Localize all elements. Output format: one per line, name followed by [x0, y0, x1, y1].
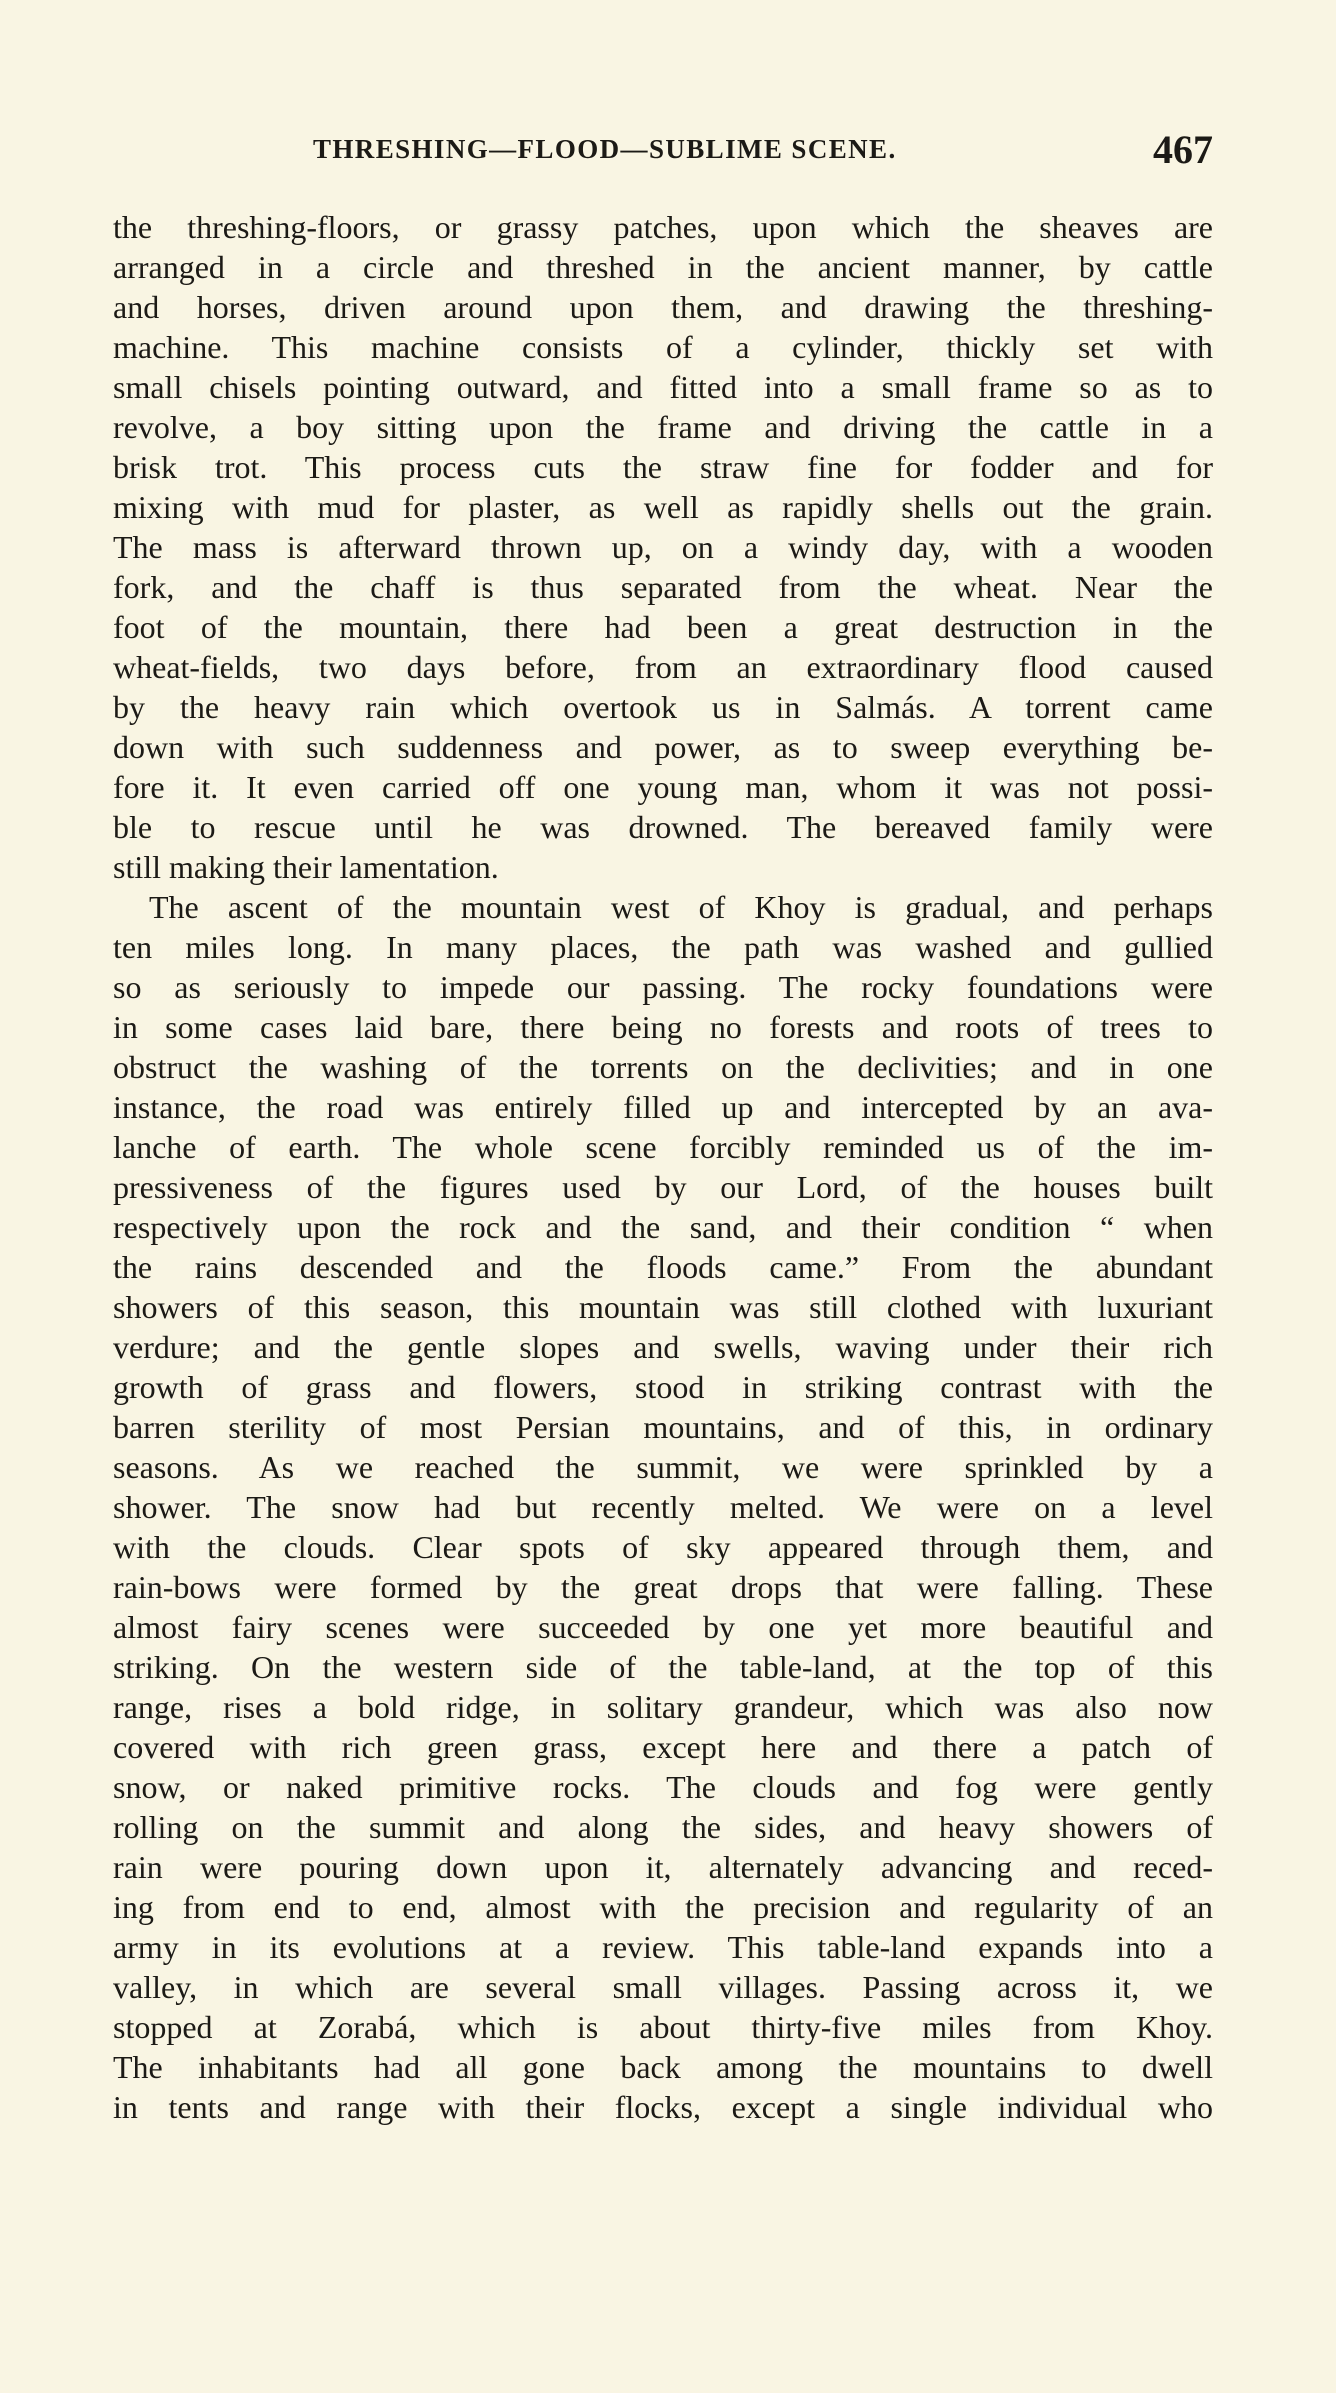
text-line: obstruct the washing of the torrents on the declivities; and in one [113, 1049, 1213, 1085]
text-line-paragraph-start: The ascent of the mountain west of Khoy is gradual, and perhaps [149, 889, 1213, 925]
text-line: ten miles long. In many places, the path was washed and gullied [113, 929, 1213, 965]
running-title: THRESHING—FLOOD—SUBLIME SCENE. [313, 134, 897, 164]
text-line: and horses, driven around upon them, and drawing the threshing- [113, 289, 1213, 325]
text-line: The mass is afterward thrown up, on a windy day, with a wooden [113, 529, 1213, 565]
body-text [113, 207, 1213, 2127]
text-line: seasons. As we reached the summit, we were sprinkled by a [113, 1449, 1213, 1485]
text-line: so as seriously to impede our passing. The rocky foundations were [113, 969, 1213, 1005]
text-line: valley, in which are several small villages. Passing across it, we [113, 1969, 1213, 2005]
text-line: covered with rich green grass, except here and there a patch of [113, 1729, 1213, 1765]
text-line: the threshing-floors, or grassy patches, upon which the sheaves are [113, 209, 1213, 245]
text-line: fork, and the chaff is thus separated from the wheat. Near the [113, 569, 1213, 605]
text-line: in tents and range with their flocks, except a single individual who [113, 2089, 1213, 2125]
text-line: almost fairy scenes were succeeded by one yet more beautiful and [113, 1609, 1213, 1645]
text-line: pressiveness of the figures used by our Lord, of the houses built [113, 1169, 1213, 1205]
page-number: 467 [1153, 127, 1213, 172]
text-line: barren sterility of most Persian mountains, and of this, in ordinary [113, 1409, 1213, 1445]
text-line: machine. This machine consists of a cylinder, thickly set with [113, 329, 1213, 365]
text-line: ble to rescue until he was drowned. The bereaved family were [113, 809, 1213, 845]
running-head [113, 126, 1213, 176]
text-line: arranged in a circle and threshed in the ancient manner, by cattle [113, 249, 1213, 285]
text-line: range, rises a bold ridge, in solitary grandeur, which was also now [113, 1689, 1213, 1725]
text-line: rain-bows were formed by the great drops that were falling. These [113, 1569, 1213, 1605]
text-line: foot of the mountain, there had been a great destruction in the [113, 609, 1213, 645]
text-line: the rains descended and the floods came.” From the abundant [113, 1249, 1213, 1285]
text-line: lanche of earth. The whole scene forcibly reminded us of the im- [113, 1129, 1213, 1165]
text-line: wheat-fields, two days before, from an extraordinary flood caused [113, 649, 1213, 685]
text-line: showers of this season, this mountain was still clothed with luxuriant [113, 1289, 1213, 1325]
text-line: stopped at Zorabá, which is about thirty-five miles from Khoy. [113, 2009, 1213, 2045]
text-line: fore it. It even carried off one young man, whom it was not possi- [113, 769, 1213, 805]
text-line: shower. The snow had but recently melted. We were on a level [113, 1489, 1213, 1525]
text-line: growth of grass and flowers, stood in striking contrast with the [113, 1369, 1213, 1405]
text-line: in some cases laid bare, there being no forests and roots of trees to [113, 1009, 1213, 1045]
text-line: army in its evolutions at a review. This table-land expands into a [113, 1929, 1213, 1965]
text-line: by the heavy rain which overtook us in Salmás. A torrent came [113, 689, 1213, 725]
text-line: small chisels pointing outward, and fitted into a small frame so as to [113, 369, 1213, 405]
text-line: with the clouds. Clear spots of sky appeared through them, and [113, 1529, 1213, 1565]
text-line: rain were pouring down upon it, alternately advancing and reced- [113, 1849, 1213, 1885]
text-line: respectively upon the rock and the sand, and their condition “ when [113, 1209, 1213, 1245]
text-line: striking. On the western side of the table-land, at the top of this [113, 1649, 1213, 1685]
text-line: rolling on the summit and along the sides, and heavy showers of [113, 1809, 1213, 1845]
text-line: The inhabitants had all gone back among the mountains to dwell [113, 2049, 1213, 2085]
text-line: ing from end to end, almost with the precision and regularity of an [113, 1889, 1213, 1925]
text-line: revolve, a boy sitting upon the frame and driving the cattle in a [113, 409, 1213, 445]
text-line: down with such suddenness and power, as to sweep everything be- [113, 729, 1213, 765]
text-line: snow, or naked primitive rocks. The clouds and fog were gently [113, 1769, 1213, 1805]
text-line: verdure; and the gentle slopes and swells, waving under their rich [113, 1329, 1213, 1365]
text-line: instance, the road was entirely filled up and intercepted by an ava- [113, 1089, 1213, 1125]
text-line: brisk trot. This process cuts the straw fine for fodder and for [113, 449, 1213, 485]
text-line-paragraph-end: still making their lamentation. [113, 849, 499, 885]
text-line: mixing with mud for plaster, as well as rapidly shells out the grain. [113, 489, 1213, 525]
